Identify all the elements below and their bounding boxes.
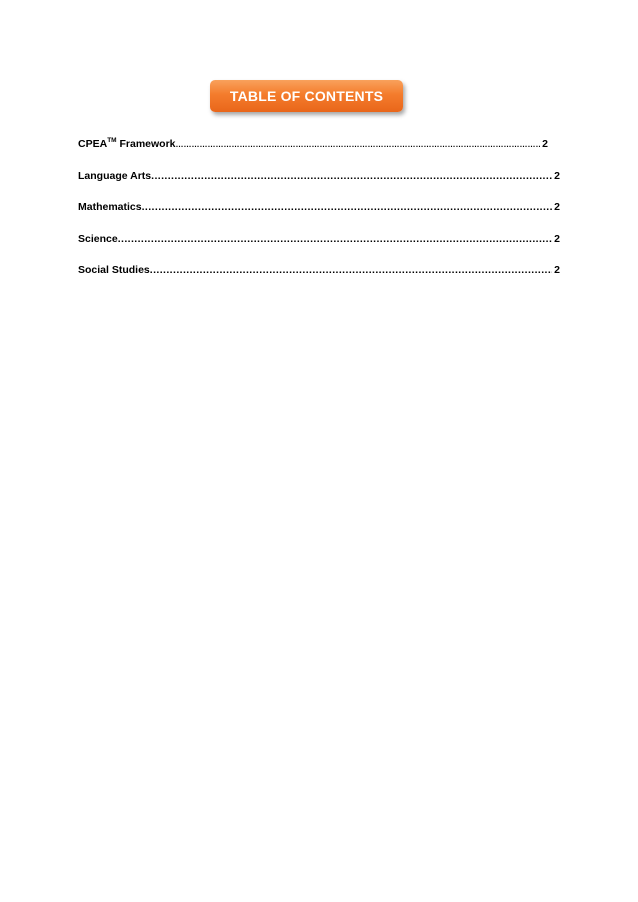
- toc-page-number: 2: [554, 264, 560, 276]
- toc-entry-title: Mathematics: [78, 201, 142, 213]
- toc-heading-banner: [210, 80, 403, 112]
- toc-list: [78, 138, 560, 296]
- toc-dot-leader: [176, 140, 541, 149]
- toc-entry-title: Language Arts: [78, 169, 152, 182]
- trademark-superscript: TM: [107, 137, 117, 144]
- toc-page-number: 2: [554, 232, 560, 245]
- toc-entry-language-arts[interactable]: [78, 170, 560, 202]
- toc-entry-title: Social Studies: [78, 264, 150, 276]
- toc-entry-social-studies[interactable]: [78, 264, 560, 296]
- toc-entry-title: CPEA™ Framework: [78, 137, 176, 150]
- toc-dot-leader: [150, 264, 552, 276]
- toc-page-number: 2: [554, 201, 560, 213]
- toc-entry-science[interactable]: [78, 233, 560, 265]
- toc-heading: TABLE OF CONTENTS: [229, 88, 384, 104]
- toc-page-number: 2: [542, 138, 548, 150]
- toc-entry-mathematics[interactable]: [78, 201, 560, 233]
- toc-entry-title: Science: [78, 232, 118, 245]
- toc-dot-leader: [142, 201, 553, 213]
- toc-dot-leader: [118, 233, 552, 245]
- toc-page-number: 2: [554, 169, 560, 182]
- toc-entry-cpea-framework[interactable]: [78, 138, 560, 170]
- toc-dot-leader: [151, 170, 552, 182]
